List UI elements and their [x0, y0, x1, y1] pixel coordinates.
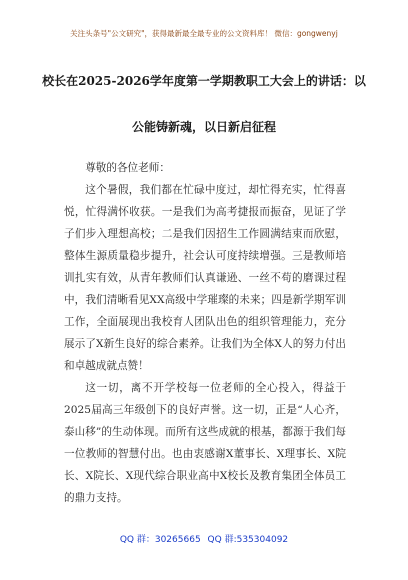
header-notice: 关注头条号"公文研究"，获得最新最全最专业的公文资料库！ 微信：gongwenyj	[70, 29, 338, 38]
footer-contact	[0, 532, 408, 545]
document-title-line-1: 校长在2025-2026学年度第一学期教职工大会上的讲话：以	[42, 74, 366, 88]
document-title-line-2: 公能铸新魂，以日新启征程	[131, 120, 276, 134]
salutation: 尊敬的各位老师：	[85, 162, 170, 174]
footer-qq-group-1: QQ 群：30265665	[119, 535, 201, 545]
document-body	[64, 157, 346, 509]
paragraph-2: 这一切，离不开学校每一位老师的全心投入，得益于2025届高三年级创下的良好声誉。这一切，正是“人心齐，泰山移”的生动体现。而所有这些成就的根基，都源于我们每一位教师的智慧付出。也由衷感谢X董事长、X理事长、X院长、X院长、X现代综合职业高中X校长及教育集团全体员工的鼎力支持。	[64, 382, 346, 504]
footer-qq-group-2: QQ 群:535304092	[207, 535, 289, 545]
paragraph-1: 这个暑假，我们都在忙碌中度过，却忙得充实，忙得喜悦，忙得满怀收获。一是我们为高考捷报而振奋，见证了学子们步入理想高校；二是我们因招生工作圆满结束而欣慰，整体生源质量稳步提升，社会认可度持续增强。三是教师培训扎实有效，从青年教师们认真谦逊、一丝不苟的磨课过程中，我们清晰看见XX高级中学璀璨的未来；四是新学期军训工作，全面展现出我校育人团队出色的组织管理能力，充分展示了X新生良好的综合素养。让我们为全体X人的努力付出和卓越成就点赞！	[64, 184, 346, 372]
